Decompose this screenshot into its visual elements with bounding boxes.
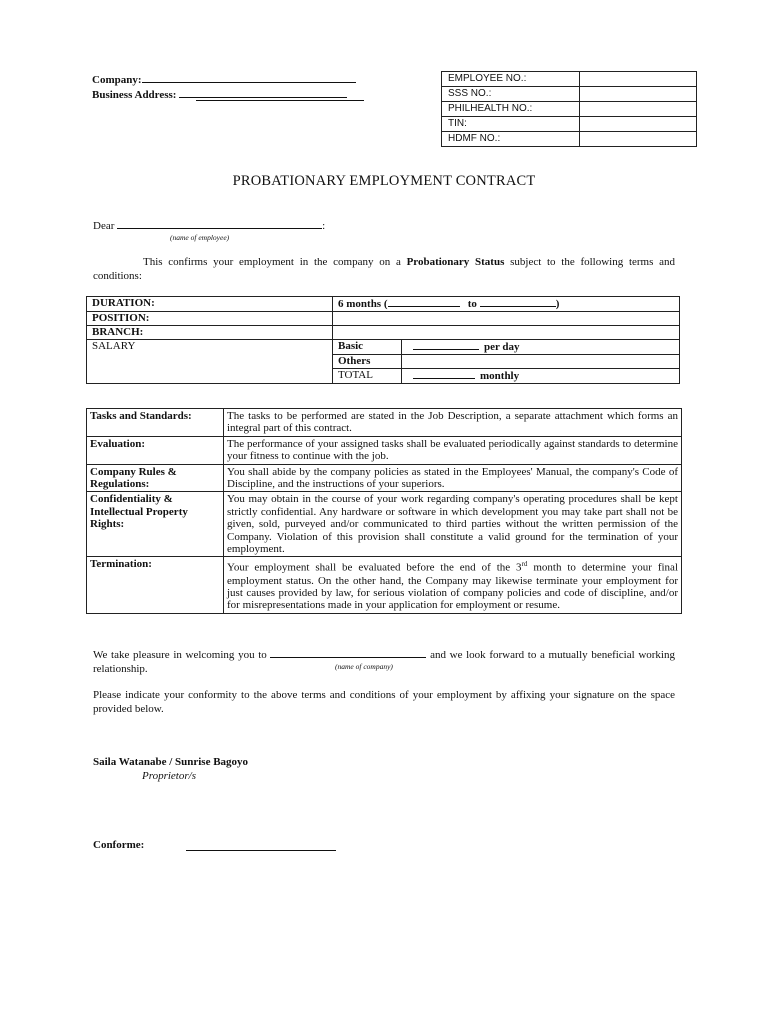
philhealth-no-label: PHILHEALTH NO.: (442, 102, 580, 117)
welcome-text-2: and we look forward to a mutually beneficial working relationship. (93, 649, 675, 675)
signatory-names: Saila Watanabe / Sunrise Bagoyo (93, 756, 249, 768)
duration-months: 6 months ( (338, 298, 388, 310)
duration-start-line (388, 297, 460, 307)
business-address-field (92, 87, 347, 101)
company-name-note: (name of company) (335, 662, 393, 671)
others-value (402, 355, 680, 369)
position-label: POSITION: (87, 312, 333, 326)
branch-label: BRANCH: (87, 326, 333, 340)
total-value (402, 369, 680, 384)
greeting (93, 218, 325, 232)
employee-name-note: (name of employee) (170, 233, 230, 242)
page-title: PROBATIONARY EMPLOYMENT CONTRACT (232, 173, 536, 189)
employment-info-table (86, 296, 680, 384)
others-label: Others (333, 355, 402, 369)
business-address-label: Business Address: (92, 89, 177, 101)
company-line (142, 72, 356, 83)
tasks-text: The tasks to be performed are stated in the Job Description, a separate attachment which forms an integral part of this contract. (224, 409, 682, 437)
termination-sup: rd (521, 560, 528, 569)
total-line (413, 369, 475, 379)
terms-row-termination (87, 557, 682, 613)
rules-label: Company Rules & Regulations: (87, 464, 224, 492)
hdmf-no-value (580, 132, 697, 147)
evaluation-text: The performance of your assigned tasks shall be evaluated periodically against standards to determine your fitness to continue with the job. (224, 436, 682, 464)
signatory-role: Proprietor/s (142, 770, 196, 782)
duration-label: DURATION: (87, 297, 333, 312)
position-value (333, 312, 680, 326)
branch-value (333, 326, 680, 340)
evaluation-label: Evaluation: (87, 436, 224, 464)
termination-text (224, 557, 682, 613)
monthly-label: monthly (480, 370, 520, 382)
dear-label: Dear (93, 220, 115, 232)
terms-row-tasks (87, 409, 682, 437)
sss-no-label: SSS NO.: (442, 87, 580, 102)
intro-status: Probationary Status (406, 256, 505, 268)
terms-row-evaluation (87, 436, 682, 464)
salary-label: SALARY (87, 340, 333, 384)
rules-text: You shall abide by the company policies as stated in the Employees' Manual, the company's Code of Discipline, and the instructions of your superiors. (224, 464, 682, 492)
termination-text-2: month to determine your final employment status. On the other hand, the Company may likewise terminate your employment for just causes provided by law, for serious violation of company policies and code of discipline, and/or for misrepresentations made in your application for employment or resume. (227, 562, 678, 612)
conforme-signature-line (186, 850, 336, 851)
basic-value (402, 340, 680, 355)
terms-row-confidentiality (87, 492, 682, 557)
employee-no-label: EMPLOYEE NO.: (442, 72, 580, 87)
employee-name-line (117, 218, 322, 229)
termination-label: Termination: (87, 557, 224, 613)
sss-no-value (580, 87, 697, 102)
total-label: TOTAL (333, 369, 402, 384)
employee-id-table (441, 71, 697, 147)
intro-paragraph (93, 255, 675, 283)
per-day-label: per day (484, 341, 520, 353)
welcome-text-1: We take pleasure in welcoming you to (93, 649, 267, 661)
greeting-colon: : (322, 220, 326, 232)
duration-end-line (480, 297, 556, 307)
duration-to: to (467, 298, 477, 310)
philhealth-no-value (580, 102, 697, 117)
tasks-label: Tasks and Standards: (87, 409, 224, 437)
duration-close: ) (555, 298, 560, 310)
basic-line (413, 340, 479, 350)
terms-row-rules (87, 464, 682, 492)
duration-value (333, 297, 680, 312)
employee-no-value (580, 72, 697, 87)
conforme-label: Conforme: (93, 839, 145, 851)
business-address-line-2 (196, 100, 364, 101)
company-name-line (270, 647, 426, 658)
intro-text-1: This confirms your employment in the company on a (143, 256, 407, 268)
tin-value (580, 117, 697, 132)
termination-text-1: Your employment shall be evaluated before the end of the 3 (227, 562, 522, 575)
hdmf-no-label: HDMF NO.: (442, 132, 580, 147)
conformity-paragraph: Please indicate your conformity to the above terms and conditions of your employment by affixing your signature on the space provided below. (93, 689, 675, 715)
confidentiality-label: Confidentiality & Intellectual Property Rights: (87, 492, 224, 557)
confidentiality-text: You may obtain in the course of your work regarding company's operating procedures shall be kept strictly confidential. Any hardware or software in which development you may take part shall not be given, sold, purveyed and/or communicated to third parties without the written permission of the Company. Violation of this provision shall constitute a valid ground for the termination of your employment. (224, 492, 682, 557)
tin-label: TIN: (442, 117, 580, 132)
company-label: Company: (92, 74, 142, 86)
basic-label: Basic (333, 340, 402, 355)
intro-text-2: subject to the following terms and conditions: (93, 256, 675, 282)
terms-table (86, 408, 682, 614)
business-address-line (179, 87, 347, 98)
company-field (92, 72, 356, 86)
